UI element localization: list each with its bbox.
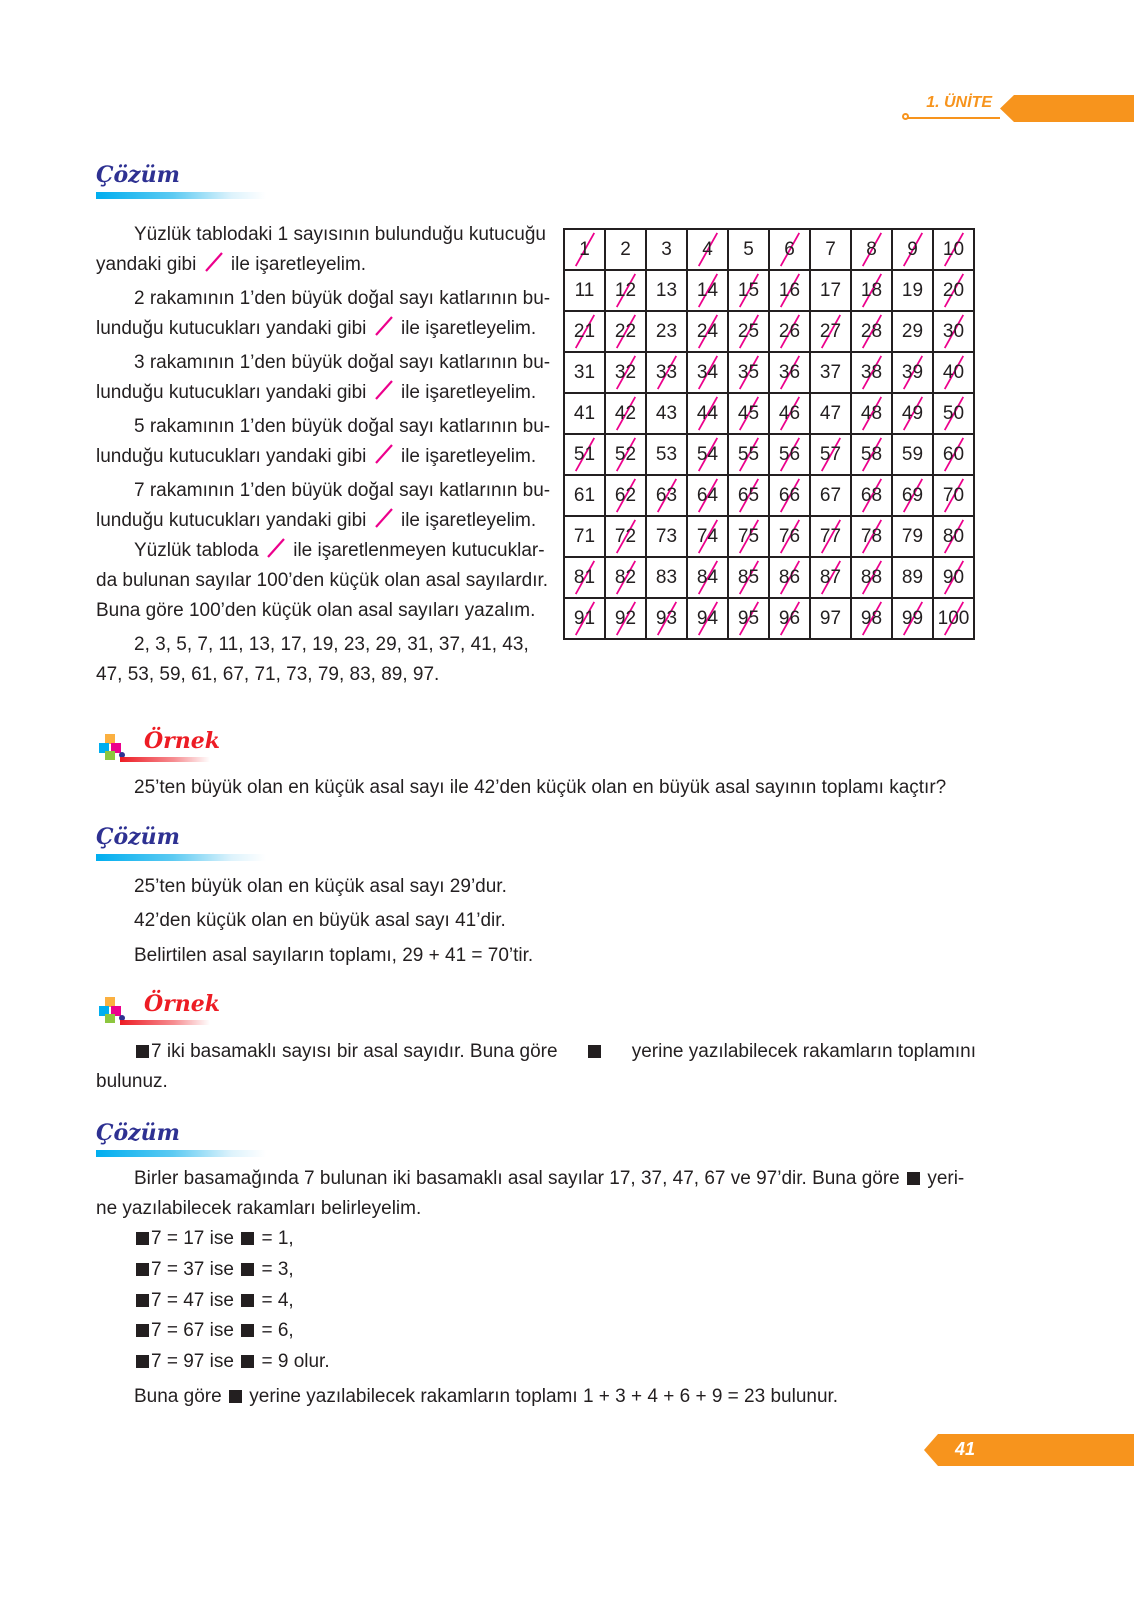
case-line: 7 = 67 ise = 6, <box>134 1316 294 1346</box>
cell-number: 47 <box>819 402 842 424</box>
table-cell <box>728 557 769 598</box>
table-cell <box>933 475 974 516</box>
table-cell <box>564 229 605 270</box>
table-cell <box>851 352 892 393</box>
table-cell <box>892 516 933 557</box>
text-line: 25’ten büyük olan en küçük asal sayı 29’dur. <box>134 876 507 897</box>
table-cell <box>933 516 974 557</box>
table-cell <box>605 229 646 270</box>
example-2-question-line <box>134 1037 976 1067</box>
cell-number: 95 <box>737 607 760 629</box>
table-cell <box>646 557 687 598</box>
cell-number: 27 <box>819 320 842 342</box>
table-cell <box>810 557 851 598</box>
table-cell <box>564 557 605 598</box>
cell-number: 41 <box>573 402 596 424</box>
table-row <box>564 516 974 557</box>
cell-number: 85 <box>737 566 760 588</box>
table-cell <box>851 598 892 639</box>
table-cell <box>605 557 646 598</box>
table-row <box>564 475 974 516</box>
table-cell <box>564 598 605 639</box>
cell-number: 15 <box>737 279 760 301</box>
cell-number: 79 <box>901 525 924 547</box>
text-line <box>96 536 550 566</box>
cell-number: 52 <box>614 443 637 465</box>
table-cell <box>892 311 933 352</box>
table-cell <box>769 311 810 352</box>
slash-mark-icon <box>372 314 396 338</box>
cell-number: 46 <box>778 402 801 424</box>
cell-number: 81 <box>573 566 596 588</box>
text-fragment: Yüzlük tabloda <box>134 540 259 561</box>
text-line: bulunuz. <box>96 1071 168 1092</box>
example-title: Örnek <box>144 728 220 754</box>
table-row <box>564 270 974 311</box>
cell-number: 43 <box>655 402 678 424</box>
table-cell <box>933 311 974 352</box>
text-fragment: yeri- <box>927 1168 965 1189</box>
case-line: 7 = 47 ise = 4, <box>134 1286 294 1316</box>
conclusion-line <box>134 1382 838 1412</box>
cell-number: 88 <box>860 566 883 588</box>
cell-number: 91 <box>573 607 596 629</box>
cell-number: 93 <box>655 607 678 629</box>
table-cell <box>646 229 687 270</box>
cell-number: 25 <box>737 320 760 342</box>
unit-label: 1. ÜNİTE <box>926 94 992 111</box>
hundred-table <box>563 228 975 640</box>
cell-number: 98 <box>860 607 883 629</box>
cell-number: 4 <box>702 238 713 260</box>
unknown-square-icon <box>241 1294 254 1307</box>
cell-number: 32 <box>614 361 637 383</box>
text-line: 42’den küçük olan en büyük asal sayı 41’dir. <box>134 910 506 931</box>
cell-number: 80 <box>942 525 965 547</box>
text-fragment: lunduğu kutucukları yandaki gibi <box>96 318 367 339</box>
slash-mark-icon <box>372 506 396 530</box>
table-row <box>564 311 974 352</box>
table-row <box>564 557 974 598</box>
table-cell <box>933 393 974 434</box>
cell-number: 55 <box>737 443 760 465</box>
slash-mark-icon <box>202 250 226 274</box>
cell-number: 38 <box>860 361 883 383</box>
cell-number: 66 <box>778 484 801 506</box>
table-cell <box>769 434 810 475</box>
cell-number: 56 <box>778 443 801 465</box>
cell-number: 54 <box>696 443 719 465</box>
table-cell <box>687 352 728 393</box>
unknown-square-icon <box>136 1232 149 1245</box>
table-cell <box>605 516 646 557</box>
cell-number: 67 <box>819 484 842 506</box>
unknown-square-icon <box>136 1263 149 1276</box>
table-row <box>564 434 974 475</box>
cell-number: 3 <box>661 238 672 260</box>
cell-number: 6 <box>784 238 795 260</box>
table-cell <box>851 557 892 598</box>
cell-number: 39 <box>901 361 924 383</box>
table-cell <box>564 516 605 557</box>
unknown-square-icon <box>229 1390 242 1403</box>
table-cell <box>933 270 974 311</box>
text-line <box>96 506 550 536</box>
page-number: 41 <box>955 1439 976 1459</box>
table-cell <box>851 516 892 557</box>
text-line: 7 rakamının 1’den büyük doğal sayı katlarının bu- <box>134 480 551 501</box>
table-cell <box>728 270 769 311</box>
text-line: 3 rakamının 1’den büyük doğal sayı katlarının bu- <box>134 352 551 373</box>
cell-number: 99 <box>901 607 924 629</box>
case-line: 7 = 97 ise = 9 olur. <box>134 1347 330 1377</box>
cell-number: 94 <box>696 607 719 629</box>
text-fragment: yerine yazılabilecek rakamların toplamını <box>631 1041 976 1062</box>
unknown-square-icon <box>136 1324 149 1337</box>
solution-title: Çözüm <box>96 824 180 850</box>
cell-number: 8 <box>866 238 877 260</box>
table-cell <box>687 311 728 352</box>
case-line: 7 = 37 ise = 3, <box>134 1255 294 1285</box>
cell-number: 68 <box>860 484 883 506</box>
cell-number: 97 <box>819 607 842 629</box>
table-cell <box>769 352 810 393</box>
table-cell <box>605 475 646 516</box>
solution-1-text <box>96 220 550 690</box>
table-cell <box>564 352 605 393</box>
table-cell <box>728 598 769 639</box>
cell-number: 30 <box>942 320 965 342</box>
cell-number: 53 <box>655 443 678 465</box>
table-cell <box>687 434 728 475</box>
cell-number: 22 <box>614 320 637 342</box>
table-cell <box>810 475 851 516</box>
table-cell <box>564 270 605 311</box>
text-fragment: yerine yazılabilecek rakamların toplamı 1 + 3 + 4 + 6 + 9 = 23 bulunur. <box>249 1386 839 1407</box>
table-cell <box>687 475 728 516</box>
table-cell <box>851 434 892 475</box>
text-fragment <box>586 1037 603 1067</box>
text-line: Buna göre 100’den küçük olan asal sayıları yazalım. <box>96 600 536 621</box>
table-cell <box>892 598 933 639</box>
example-title-bar <box>120 1020 210 1025</box>
table-cell <box>646 270 687 311</box>
cell-number: 86 <box>778 566 801 588</box>
text-line <box>96 442 550 472</box>
table-cell <box>810 270 851 311</box>
cell-number: 26 <box>778 320 801 342</box>
table-cell <box>933 229 974 270</box>
table-cell <box>810 516 851 557</box>
cell-number: 74 <box>696 525 719 547</box>
text-line <box>96 378 550 408</box>
text-line <box>96 314 550 344</box>
table-cell <box>851 475 892 516</box>
cell-number: 76 <box>778 525 801 547</box>
table-row <box>564 393 974 434</box>
solution-title: Çözüm <box>96 162 180 188</box>
cell-number: 48 <box>860 402 883 424</box>
case-line: 7 = 17 ise = 1, <box>134 1224 294 1254</box>
unknown-square-icon <box>241 1324 254 1337</box>
cell-number: 59 <box>901 443 924 465</box>
cell-number: 16 <box>778 279 801 301</box>
slash-mark-icon <box>372 442 396 466</box>
text-line: Belirtilen asal sayıların toplamı, 29 + 41 = 70’tir. <box>134 945 534 966</box>
text-line: 47, 53, 59, 61, 67, 71, 73, 79, 83, 89, 97. <box>96 664 440 685</box>
text-fragment: ile işaretleyelim. <box>400 446 537 467</box>
unknown-square-icon <box>588 1045 601 1058</box>
cell-number: 18 <box>860 279 883 301</box>
unknown-square-icon <box>136 1294 149 1307</box>
cell-number: 72 <box>614 525 637 547</box>
cell-number: 89 <box>901 566 924 588</box>
table-cell <box>769 516 810 557</box>
solution-title: Çözüm <box>96 1120 180 1146</box>
unknown-square-icon <box>241 1263 254 1276</box>
unknown-square-icon <box>907 1172 920 1185</box>
cell-number: 42 <box>614 402 637 424</box>
text-line: 2, 3, 5, 7, 11, 13, 17, 19, 23, 29, 31, 37, 41, 43, <box>134 634 529 655</box>
table-cell <box>605 598 646 639</box>
table-cell <box>892 434 933 475</box>
text-fragment: Buna göre <box>134 1386 222 1407</box>
table-cell <box>564 475 605 516</box>
unknown-square-icon <box>136 1355 149 1368</box>
cell-number: 31 <box>573 361 596 383</box>
table-cell <box>933 557 974 598</box>
cell-number: 21 <box>573 320 596 342</box>
table-cell <box>687 557 728 598</box>
table-cell <box>605 270 646 311</box>
cell-number: 37 <box>819 361 842 383</box>
cell-number: 60 <box>942 443 965 465</box>
cell-number: 82 <box>614 566 637 588</box>
table-cell <box>687 516 728 557</box>
table-cell <box>892 352 933 393</box>
table-cell <box>769 557 810 598</box>
cell-number: 40 <box>942 361 965 383</box>
cell-number: 77 <box>819 525 842 547</box>
cell-number: 33 <box>655 361 678 383</box>
cell-number: 36 <box>778 361 801 383</box>
table-cell <box>769 270 810 311</box>
table-cell <box>769 598 810 639</box>
text-line: 2 rakamının 1’den büyük doğal sayı katlarının bu- <box>134 288 551 309</box>
cell-number: 83 <box>655 566 678 588</box>
text-fragment: ile işaretleyelim. <box>400 510 537 531</box>
table-cell <box>605 393 646 434</box>
table-cell <box>728 475 769 516</box>
cell-number: 44 <box>696 402 719 424</box>
cell-number: 100 <box>937 607 970 629</box>
table-cell <box>851 393 892 434</box>
table-cell <box>810 393 851 434</box>
cell-number: 69 <box>901 484 924 506</box>
table-cell <box>605 352 646 393</box>
text-fragment: ile işaretleyelim. <box>230 254 367 275</box>
table-cell <box>646 311 687 352</box>
cell-number: 10 <box>942 238 965 260</box>
text-fragment: ile işaretlenmeyen kutucuklar- <box>293 540 545 561</box>
cell-number: 34 <box>696 361 719 383</box>
cell-number: 51 <box>573 443 596 465</box>
table-cell <box>892 557 933 598</box>
table-cell <box>646 352 687 393</box>
cell-number: 23 <box>655 320 678 342</box>
table-cell <box>810 598 851 639</box>
table-cell <box>810 352 851 393</box>
table-cell <box>851 311 892 352</box>
table-row <box>564 598 974 639</box>
table-row <box>564 229 974 270</box>
table-cell <box>769 475 810 516</box>
cell-number: 63 <box>655 484 678 506</box>
cell-number: 12 <box>614 279 637 301</box>
cell-number: 65 <box>737 484 760 506</box>
text-fragment: lunduğu kutucukları yandaki gibi <box>96 510 367 531</box>
slash-mark-icon <box>372 378 396 402</box>
table-cell <box>728 434 769 475</box>
text-line <box>96 250 550 280</box>
table-cell <box>564 311 605 352</box>
table-cell <box>687 270 728 311</box>
table-cell <box>769 393 810 434</box>
example-title: Örnek <box>144 991 220 1017</box>
text-fragment: 7 iki basamaklı sayısı bir asal sayıdır. Buna göre <box>134 1037 558 1067</box>
text-line: da bulunan sayılar 100’den küçük olan asal sayılardır. <box>96 570 549 591</box>
unknown-square-icon <box>241 1232 254 1245</box>
example-title-bar <box>120 757 210 762</box>
table-cell <box>687 393 728 434</box>
table-cell <box>892 393 933 434</box>
cell-number: 71 <box>573 525 596 547</box>
table-cell <box>646 516 687 557</box>
cell-number: 58 <box>860 443 883 465</box>
table-cell <box>728 393 769 434</box>
text-fragment: yandaki gibi <box>96 254 197 275</box>
cell-number: 35 <box>737 361 760 383</box>
table-cell <box>892 475 933 516</box>
cell-number: 29 <box>901 320 924 342</box>
cell-number: 70 <box>942 484 965 506</box>
cell-number: 20 <box>942 279 965 301</box>
table-cell <box>605 434 646 475</box>
cell-number: 84 <box>696 566 719 588</box>
table-cell <box>892 270 933 311</box>
table-cell <box>646 475 687 516</box>
text-fragment: lunduğu kutucukları yandaki gibi <box>96 382 367 403</box>
cell-number: 62 <box>614 484 637 506</box>
unknown-square-icon <box>241 1355 254 1368</box>
cell-number: 49 <box>901 402 924 424</box>
cell-number: 7 <box>825 238 836 260</box>
table-cell <box>933 598 974 639</box>
cell-number: 24 <box>696 320 719 342</box>
cell-number: 45 <box>737 402 760 424</box>
cell-number: 28 <box>860 320 883 342</box>
table-cell <box>933 352 974 393</box>
table-cell <box>605 311 646 352</box>
cell-number: 17 <box>819 279 842 301</box>
table-cell <box>810 434 851 475</box>
text-fragment: ile işaretleyelim. <box>400 318 537 339</box>
table-cell <box>646 598 687 639</box>
table-cell <box>769 229 810 270</box>
text-fragment: Birler basamağında 7 bulunan iki basamaklı asal sayılar 17, 37, 47, 67 ve 97’dir. Buna göre <box>134 1168 900 1189</box>
cell-number: 92 <box>614 607 637 629</box>
text-fragment: ile işaretleyelim. <box>400 382 537 403</box>
cell-number: 11 <box>574 279 595 301</box>
table-cell <box>564 393 605 434</box>
cell-number: 87 <box>819 566 842 588</box>
unit-tab <box>1000 95 1134 122</box>
solution-title-bar <box>96 854 266 861</box>
text-line: 5 rakamının 1’den büyük doğal sayı katlarının bu- <box>134 416 551 437</box>
table-cell <box>728 352 769 393</box>
table-cell <box>933 434 974 475</box>
text-fragment: lunduğu kutucukları yandaki gibi <box>96 446 367 467</box>
table-cell <box>646 434 687 475</box>
table-cell <box>892 229 933 270</box>
table-cell <box>728 229 769 270</box>
table-row <box>564 352 974 393</box>
unit-marker-line <box>908 117 1000 119</box>
solution-title-bar <box>96 1150 266 1157</box>
cell-number: 78 <box>860 525 883 547</box>
cell-number: 2 <box>620 238 631 260</box>
table-cell <box>728 311 769 352</box>
table-cell <box>687 598 728 639</box>
cell-number: 50 <box>942 402 965 424</box>
example-1-question: 25’ten büyük olan en küçük asal sayı ile 42’den küçük olan en büyük asal sayının toplamı kaçtır? <box>134 777 947 798</box>
table-cell <box>851 229 892 270</box>
unknown-square-icon <box>136 1045 149 1058</box>
solution-title-bar <box>96 192 266 199</box>
table-cell <box>728 516 769 557</box>
cell-number: 1 <box>579 238 590 260</box>
cell-number: 13 <box>655 279 678 301</box>
table-cell <box>810 311 851 352</box>
cell-number: 19 <box>901 279 924 301</box>
slash-mark-icon <box>264 536 288 560</box>
text-line: Yüzlük tablodaki 1 sayısının bulunduğu kutucuğu <box>134 224 546 245</box>
text-line <box>134 1164 964 1194</box>
text-line: ne yazılabilecek rakamları belirleyelim. <box>96 1198 422 1219</box>
cell-number: 61 <box>573 484 596 506</box>
cell-number: 75 <box>737 525 760 547</box>
table-cell <box>810 229 851 270</box>
cell-number: 57 <box>819 443 842 465</box>
cell-number: 64 <box>696 484 719 506</box>
table-cell <box>851 270 892 311</box>
cell-number: 90 <box>942 566 965 588</box>
cell-number: 14 <box>696 279 719 301</box>
cell-number: 5 <box>743 238 754 260</box>
table-cell <box>646 393 687 434</box>
table-cell <box>564 434 605 475</box>
table-cell <box>687 229 728 270</box>
cell-number: 9 <box>907 238 918 260</box>
cell-number: 73 <box>655 525 678 547</box>
cell-number: 96 <box>778 607 801 629</box>
